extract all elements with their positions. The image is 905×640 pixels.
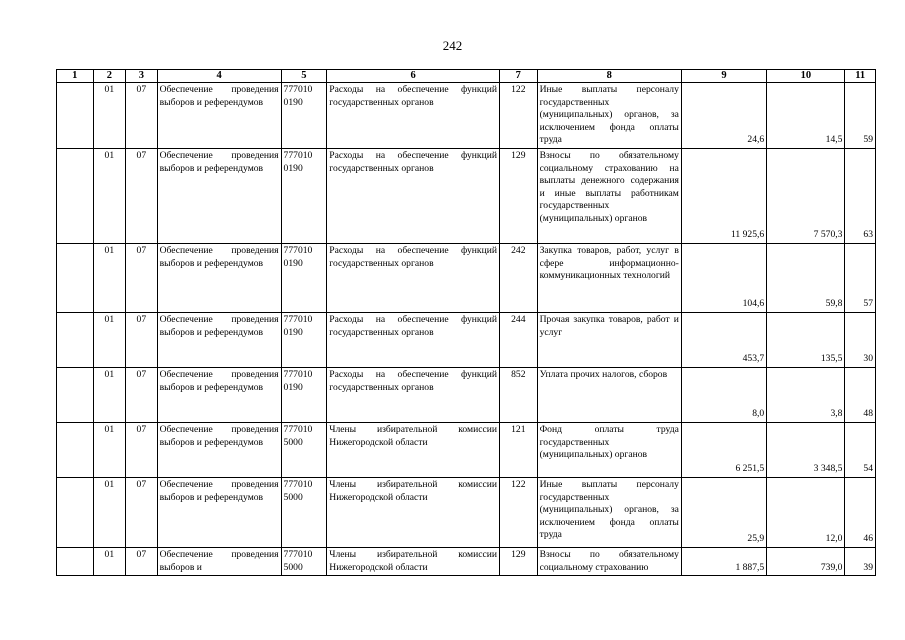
- cell-section: 01: [93, 367, 126, 422]
- cell-planned-amount: 8,0: [681, 367, 766, 422]
- table-row: [57, 243, 876, 312]
- cell-actual-amount: 3 348,5: [767, 422, 845, 477]
- cell-percent: 30: [845, 312, 876, 367]
- cell-subsection: 07: [126, 83, 158, 149]
- cell-col1: [57, 547, 94, 575]
- cell-target-article: 777010 5000: [281, 477, 327, 547]
- cell-target-article: 777010 0190: [281, 243, 327, 312]
- cell-planned-amount: 6 251,5: [681, 422, 766, 477]
- cell-article-name: Члены избирательной комиссии Нижегородской области: [327, 422, 500, 477]
- cell-subsection-name: Обеспечение проведения выборов и: [157, 547, 281, 575]
- cell-actual-amount: 14,5: [767, 83, 845, 149]
- cell-article-name: Расходы на обеспечение функций государственных органов: [327, 83, 500, 149]
- cell-expense-type-name: Взносы по обязательному социальному страхованию на выплаты денежного содержания и иные выплаты работникам государственных (муниципальных) органов: [537, 148, 681, 243]
- column-header: 6: [327, 70, 500, 83]
- cell-target-article: 777010 0190: [281, 83, 327, 149]
- cell-planned-amount: 25,9: [681, 477, 766, 547]
- cell-expense-type: 129: [500, 148, 538, 243]
- cell-actual-amount: 3,8: [767, 367, 845, 422]
- column-header: 9: [681, 70, 766, 83]
- cell-col1: [57, 312, 94, 367]
- column-header: 5: [281, 70, 327, 83]
- cell-section: 01: [93, 547, 126, 575]
- cell-percent: 57: [845, 243, 876, 312]
- cell-expense-type: 852: [500, 367, 538, 422]
- cell-article-name: Члены избирательной комиссии Нижегородской области: [327, 477, 500, 547]
- cell-subsection-name: Обеспечение проведения выборов и референдумов: [157, 243, 281, 312]
- cell-article-name: Расходы на обеспечение функций государственных органов: [327, 243, 500, 312]
- cell-target-article: 777010 0190: [281, 148, 327, 243]
- cell-expense-type: 121: [500, 422, 538, 477]
- cell-article-name: Члены избирательной комиссии Нижегородской области: [327, 547, 500, 575]
- cell-actual-amount: 7 570,3: [767, 148, 845, 243]
- column-header: 11: [845, 70, 876, 83]
- cell-expense-type: 122: [500, 83, 538, 149]
- cell-expense-type: 242: [500, 243, 538, 312]
- column-header: 10: [767, 70, 845, 83]
- table-row: [57, 477, 876, 547]
- cell-subsection-name: Обеспечение проведения выборов и референдумов: [157, 312, 281, 367]
- cell-section: 01: [93, 148, 126, 243]
- cell-article-name: Расходы на обеспечение функций государственных органов: [327, 148, 500, 243]
- cell-percent: 63: [845, 148, 876, 243]
- cell-expense-type-name: Иные выплаты персоналу государственных (муниципальных) органов, за исключением фонда оплаты труда: [537, 477, 681, 547]
- cell-expense-type: 129: [500, 547, 538, 575]
- cell-subsection-name: Обеспечение проведения выборов и референдумов: [157, 367, 281, 422]
- cell-planned-amount: 24,6: [681, 83, 766, 149]
- cell-subsection: 07: [126, 477, 158, 547]
- cell-planned-amount: 11 925,6: [681, 148, 766, 243]
- cell-subsection: 07: [126, 148, 158, 243]
- cell-col1: [57, 83, 94, 149]
- cell-percent: 59: [845, 83, 876, 149]
- cell-col1: [57, 367, 94, 422]
- cell-article-name: Расходы на обеспечение функций государственных органов: [327, 312, 500, 367]
- table-row: [57, 367, 876, 422]
- cell-target-article: 777010 5000: [281, 422, 327, 477]
- cell-section: 01: [93, 312, 126, 367]
- cell-subsection: 07: [126, 243, 158, 312]
- cell-subsection-name: Обеспечение проведения выборов и референдумов: [157, 422, 281, 477]
- cell-actual-amount: 12,0: [767, 477, 845, 547]
- header-row: [57, 70, 876, 83]
- cell-target-article: 777010 0190: [281, 367, 327, 422]
- cell-expense-type-name: Фонд оплаты труда государственных (муниципальных) органов: [537, 422, 681, 477]
- cell-actual-amount: 739,0: [767, 547, 845, 575]
- cell-percent: 46: [845, 477, 876, 547]
- cell-section: 01: [93, 83, 126, 149]
- cell-planned-amount: 104,6: [681, 243, 766, 312]
- budget-table: [56, 69, 876, 576]
- column-header: 8: [537, 70, 681, 83]
- cell-expense-type-name: Иные выплаты персоналу государственных (муниципальных) органов, за исключением фонда оплаты труда: [537, 83, 681, 149]
- cell-subsection-name: Обеспечение проведения выборов и референдумов: [157, 477, 281, 547]
- cell-expense-type-name: Закупка товаров, работ, услуг в сфере информационно-коммуникационных технологий: [537, 243, 681, 312]
- cell-col1: [57, 477, 94, 547]
- table-row: [57, 547, 876, 575]
- cell-section: 01: [93, 422, 126, 477]
- cell-subsection: 07: [126, 547, 158, 575]
- column-header: 4: [157, 70, 281, 83]
- column-header: 2: [93, 70, 126, 83]
- cell-col1: [57, 422, 94, 477]
- cell-target-article: 777010 0190: [281, 312, 327, 367]
- cell-percent: 39: [845, 547, 876, 575]
- cell-subsection-name: Обеспечение проведения выборов и референдумов: [157, 83, 281, 149]
- cell-expense-type-name: Взносы по обязательному социальному страхованию: [537, 547, 681, 575]
- cell-planned-amount: 1 887,5: [681, 547, 766, 575]
- cell-subsection-name: Обеспечение проведения выборов и референдумов: [157, 148, 281, 243]
- table-row: [57, 83, 876, 149]
- cell-actual-amount: 135,5: [767, 312, 845, 367]
- cell-subsection: 07: [126, 367, 158, 422]
- cell-col1: [57, 243, 94, 312]
- table-row: [57, 148, 876, 243]
- cell-subsection: 07: [126, 422, 158, 477]
- cell-planned-amount: 453,7: [681, 312, 766, 367]
- cell-expense-type-name: Прочая закупка товаров, работ и услуг: [537, 312, 681, 367]
- cell-expense-type: 244: [500, 312, 538, 367]
- cell-target-article: 777010 5000: [281, 547, 327, 575]
- column-header: 7: [500, 70, 538, 83]
- cell-section: 01: [93, 243, 126, 312]
- cell-actual-amount: 59,8: [767, 243, 845, 312]
- cell-percent: 48: [845, 367, 876, 422]
- cell-section: 01: [93, 477, 126, 547]
- cell-expense-type-name: Уплата прочих налогов, сборов: [537, 367, 681, 422]
- cell-article-name: Расходы на обеспечение функций государственных органов: [327, 367, 500, 422]
- column-header: 1: [57, 70, 94, 83]
- cell-percent: 54: [845, 422, 876, 477]
- cell-expense-type: 122: [500, 477, 538, 547]
- table-row: [57, 422, 876, 477]
- table-row: [57, 312, 876, 367]
- page-number: 242: [442, 38, 463, 53]
- column-header: 3: [126, 70, 158, 83]
- cell-col1: [57, 148, 94, 243]
- cell-subsection: 07: [126, 312, 158, 367]
